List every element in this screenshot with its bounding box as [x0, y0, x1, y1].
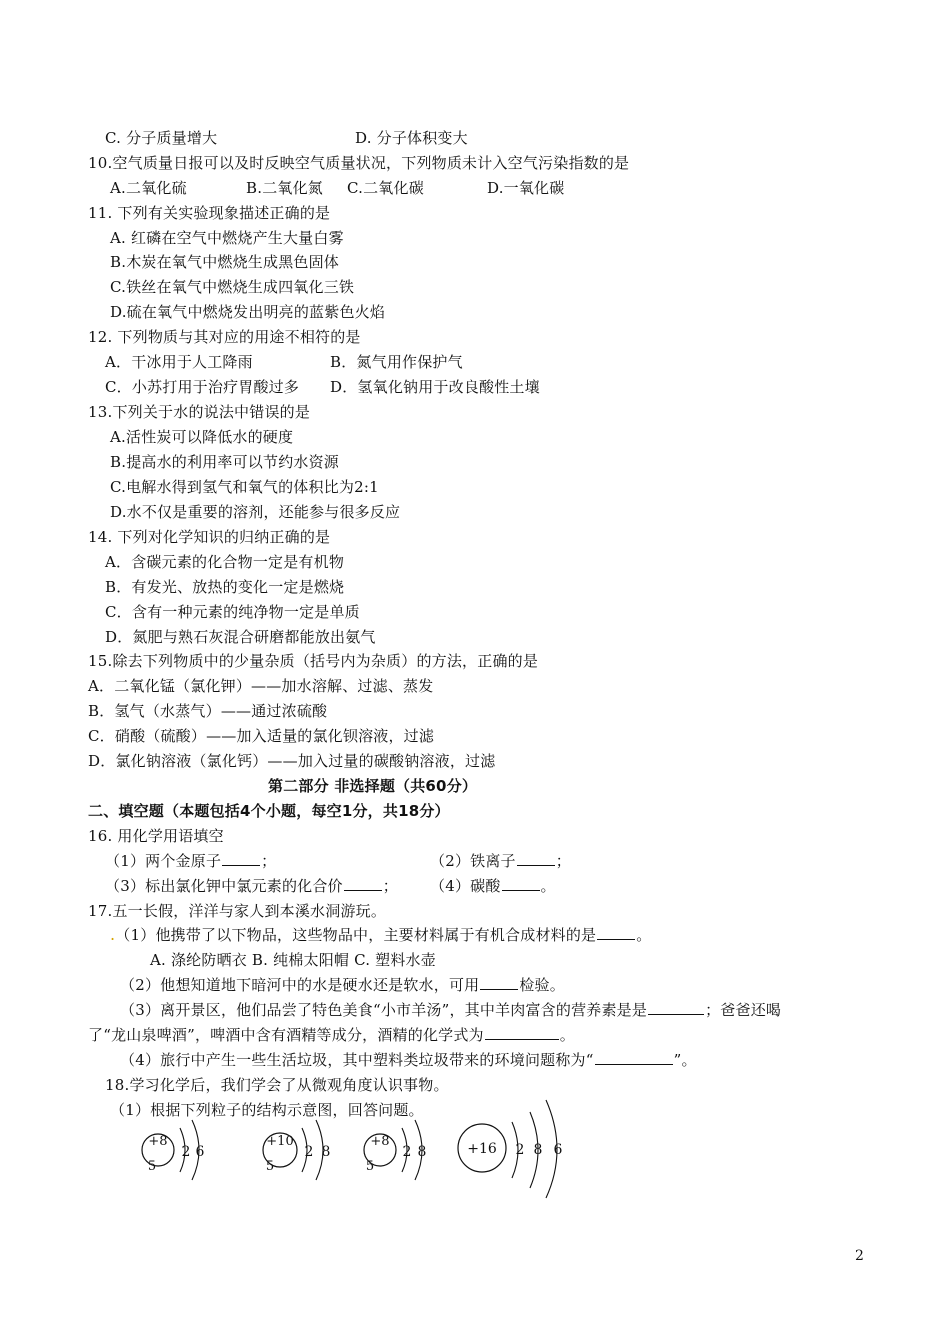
question-17-part-4-text: （4）旅行中产生一些生活垃圾，其中塑料类垃圾带来的环境问题称为“: [120, 1051, 594, 1069]
question-16-part-3-text: （3）标出氯化钾中氯元素的化合价: [105, 877, 343, 895]
question-11: 11. 下列有关实验现象描述正确的是: [88, 204, 331, 222]
question-17-part-1-text: （1）他携带了以下物品，这些物品中，主要材料属于有机合成材料的是: [115, 926, 597, 944]
nucleus-note: 5: [265, 1159, 275, 1174]
answer-blank[interactable]: [485, 1025, 559, 1040]
question-17-part-3-continued: [88, 1025, 575, 1045]
question-10: 10.空气质量日报可以及时反映空气质量状况，下列物质未计入空气污染指数的是: [88, 154, 630, 172]
question-13: 13.下列关于水的说法中错误的是: [88, 403, 311, 421]
question-17-part-3: [120, 1000, 781, 1020]
option-14c: C．含有一种元素的纯净物一定是单质: [105, 603, 360, 621]
option-9c: C. 分子质量增大: [105, 129, 218, 147]
question-16-part-1-text: （1）两个金原子: [105, 852, 222, 870]
question-17-part-3-line2: 了“龙山泉啤酒”，啤酒中含有酒精等成分，酒精的化学式为: [88, 1026, 484, 1044]
answer-blank[interactable]: [502, 876, 540, 891]
shell-electrons: 2: [181, 1144, 191, 1160]
full-stop: 。: [636, 926, 652, 944]
option-12a: A．干冰用于人工降雨: [105, 353, 253, 371]
question-17-part-4: [120, 1050, 697, 1070]
question-17-options: A. 涤纶防晒衣 B. 纯棉太阳帽 C. 塑料水壶: [150, 951, 436, 969]
section-two-heading: 二、填空题（本题包括4个小题，每空1分，共18分）: [88, 802, 450, 820]
question-16-part-4: [430, 876, 556, 896]
part-two-heading: 第二部分 非选择题（共60分）: [268, 777, 478, 795]
question-16: 16. 用化学用语填空: [88, 827, 224, 845]
option-13b: B.提高水的利用率可以节约水资源: [110, 453, 339, 471]
option-11d: D.硫在氧气中燃烧发出明亮的蓝紫色火焰: [110, 303, 386, 321]
full-stop: 。: [559, 1026, 575, 1044]
question-17-part-2-text: （2）他想知道地下暗河中的水是硬水还是软水，可用: [120, 976, 480, 994]
marker-dot: .: [110, 925, 116, 944]
atom-diagram-3: [364, 1120, 426, 1180]
question-12: 12. 下列物质与其对应的用途不相符的是: [88, 328, 361, 346]
semicolon: ；: [382, 877, 398, 895]
option-15a: A．二氧化锰（氯化钾）——加水溶解、过滤、蒸发: [88, 677, 434, 695]
nucleus-charge: +8: [148, 1134, 168, 1149]
answer-blank[interactable]: [595, 1050, 673, 1065]
question-17-part-3-text: （3）离开景区，他们品尝了特色美食“小市羊汤”，其中羊肉富含的营养素是是: [120, 1001, 648, 1019]
option-10c: C.二氧化碳: [347, 179, 424, 197]
question-17-part-4-tail: ”。: [673, 1051, 697, 1069]
nucleus-charge: +8: [370, 1134, 390, 1149]
question-15: 15.除去下列物质中的少量杂质（括号内为杂质）的方法，正确的是: [88, 652, 539, 670]
answer-blank[interactable]: [480, 975, 518, 990]
question-16-part-2-text: （2）铁离子: [430, 852, 516, 870]
atom-diagram-4: [458, 1100, 563, 1198]
question-17-part-2: [120, 975, 565, 995]
shell-electrons: 8: [533, 1142, 543, 1158]
shell-electrons: 2: [402, 1144, 412, 1160]
option-10d: D.一氧化碳: [487, 179, 565, 197]
option-10a: A.二氧化硫: [110, 179, 187, 197]
question-17-part-3-tail: ；爸爸还喝: [705, 1001, 782, 1019]
option-11b: B.木炭在氧气中燃烧生成黑色固体: [110, 253, 339, 271]
shell-electrons: 2: [515, 1142, 525, 1158]
atom-structure-diagrams: [130, 1090, 600, 1200]
option-13d: D.水不仅是重要的溶剂，还能参与很多反应: [110, 503, 401, 521]
question-17-part-1: [110, 925, 651, 945]
question-17: 17.五一长假，洋洋与家人到本溪水洞游玩。: [88, 902, 387, 920]
option-11a: A. 红磷在空气中燃烧产生大量白雾: [110, 229, 344, 247]
answer-blank[interactable]: [222, 851, 260, 866]
option-12c: C．小苏打用于治疗胃酸过多: [105, 378, 300, 396]
atom-diagram-1: [142, 1120, 205, 1180]
shell-electrons: 8: [321, 1144, 331, 1160]
question-16-part-1: [105, 851, 276, 871]
answer-blank[interactable]: [648, 1000, 704, 1015]
option-15d: D．氯化钠溶液（氯化钙）——加入过量的碳酸钠溶液，过滤: [88, 752, 496, 770]
option-14a: A．含碳元素的化合物一定是有机物: [105, 553, 345, 571]
nucleus-note: 5: [365, 1159, 375, 1174]
answer-blank[interactable]: [517, 851, 555, 866]
option-9d: D. 分子体积变大: [355, 129, 468, 147]
option-13c: C.电解水得到氢气和氧气的体积比为2:1: [110, 478, 379, 496]
option-14b: B．有发光、放热的变化一定是燃烧: [105, 578, 345, 596]
semicolon: ；: [261, 852, 277, 870]
shell-electrons: 8: [417, 1144, 427, 1160]
answer-blank[interactable]: [597, 925, 635, 940]
option-12b: B．氮气用作保护气: [330, 353, 463, 371]
option-13a: A.活性炭可以降低水的硬度: [110, 428, 294, 446]
question-18-part-1: （1）根据下列粒子的结构示意图，回答问题。: [110, 1101, 424, 1119]
nucleus-charge: +10: [266, 1134, 294, 1149]
option-10b: B.二氧化氮: [246, 179, 323, 197]
semicolon: ；: [555, 852, 571, 870]
option-14d: D．氮肥与熟石灰混合研磨都能放出氨气: [105, 628, 376, 646]
option-12d: D．氢氧化钠用于改良酸性土壤: [330, 378, 540, 396]
question-14: 14. 下列对化学知识的归纳正确的是: [88, 528, 331, 546]
question-16-part-3: [105, 876, 398, 896]
full-stop: 。: [540, 877, 556, 895]
question-18: 18.学习化学后，我们学会了从微观角度认识事物。: [105, 1076, 449, 1094]
atom-diagram-2: [263, 1120, 330, 1180]
shell-electrons: 6: [195, 1144, 205, 1160]
shell-electrons: 2: [304, 1144, 314, 1160]
option-11c: C.铁丝在氧气中燃烧生成四氧化三铁: [110, 278, 355, 296]
shell-electrons: 6: [553, 1142, 563, 1158]
question-16-part-2: [430, 851, 571, 871]
option-15c: C．硝酸（硫酸）——加入适量的氯化钡溶液，过滤: [88, 727, 435, 745]
question-17-part-2-tail: 检验。: [519, 976, 565, 994]
option-15b: B．氢气（水蒸气）——通过浓硫酸: [88, 702, 328, 720]
nucleus-note: 5: [147, 1159, 157, 1174]
answer-blank[interactable]: [344, 876, 382, 891]
nucleus-charge: +16: [467, 1141, 497, 1157]
question-16-part-4-text: （4）碳酸: [430, 877, 501, 895]
page-number: 2: [855, 1248, 864, 1264]
